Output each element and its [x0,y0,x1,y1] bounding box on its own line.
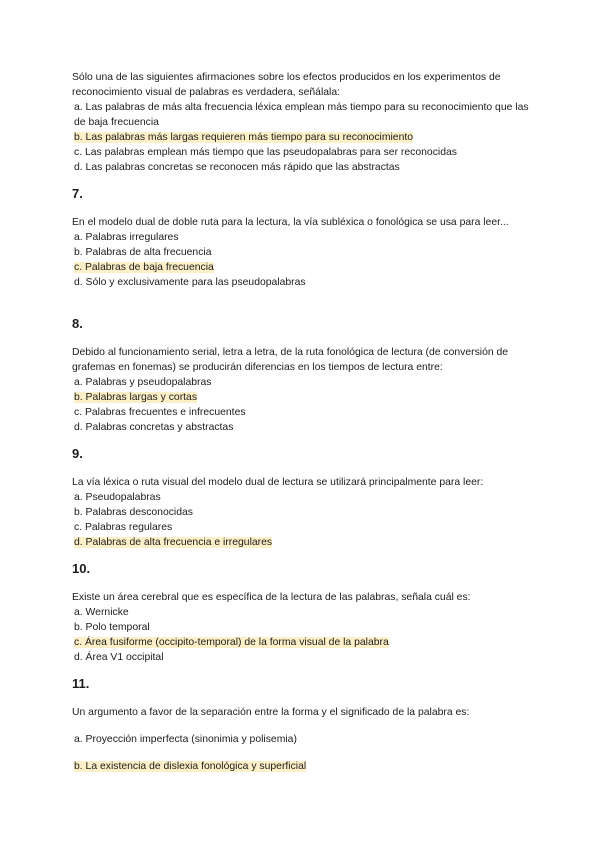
highlighted-answer: d. Palabras de alta frecuencia e irregulares [74,537,273,548]
option-c: c. Palabras frecuentes e infrecuentes [74,407,246,418]
option-d [72,535,542,550]
question-number-10: 10. [72,561,91,576]
highlighted-answer: b. Palabras largas y cortas [74,392,198,403]
question-10 [72,590,542,665]
question-text: En el modelo dual de doble ruta para la lectura, la vía subléxica o fonológica se usa para leer... [72,217,509,228]
question-9 [72,475,542,550]
option-b: b. Polo temporal [74,622,150,633]
option-c [72,635,542,650]
option-a: a. Palabras y pseudopalabras [74,377,212,388]
option-b: b. Palabras de alta frecuencia [74,247,212,258]
option-a: a. Wernicke [74,607,129,618]
option-a: a. Proyección imperfecta (sinonimia y polisemia) [74,734,297,745]
highlighted-answer: b. Las palabras más largas requieren más tiempo para su reconocimiento [74,132,414,143]
question-number-11: 11. [72,676,90,691]
question-text: Un argumento a favor de la separación entre la forma y el significado de la palabra es: [72,707,470,718]
option-d: d. Las palabras concretas se reconocen más rápido que las abstractas [74,162,400,173]
highlighted-answer: c. Palabras de baja frecuencia [74,262,214,273]
option-a: a. Palabras irregulares [74,232,179,243]
highlighted-answer: c. Área fusiforme (occipito-temporal) de la forma visual de la palabra [74,637,389,648]
option-c: c. Palabras regulares [74,522,173,533]
question-number-8: 8. [72,316,83,331]
option-d: d. Palabras concretas y abstractas [74,422,234,433]
option-b [72,390,542,405]
option-c: c. Las palabras emplean más tiempo que las pseudopalabras para ser reconocidas [74,147,457,158]
option-b [72,759,542,774]
question-text: Existe un área cerebral que es específica de la lectura de las palabras, señala cuál es: [72,592,471,603]
question-number-9: 9. [72,446,83,461]
option-d: d. Área V1 occipital [74,652,164,663]
option-b: b. Palabras desconocidas [74,507,193,518]
option-a: a. Las palabras de más alta frecuencia léxica emplean más tiempo para su reconocimiento que las de baja frecuencia [74,102,529,128]
option-b [72,130,542,145]
highlighted-answer: b. La existencia de dislexia fonológica y superficial [74,761,307,772]
question-8 [72,345,542,435]
question-text: Debido al funcionamiento serial, letra a letra, de la ruta fonológica de lectura (de conversión de grafemas en fonemas) se producirán diferencias en los tiempos de lectura entre: [72,347,509,373]
option-d: d. Sólo y exclusivamente para las pseudopalabras [74,277,306,288]
question-text: La vía léxica o ruta visual del modelo dual de lectura se utilizará principalmente para leer: [72,477,484,488]
question-text: Sólo una de las siguientes afirmaciones sobre los efectos producidos en los experimentos de reconocimiento visual de palabras es verdadera, señálala: [72,72,501,98]
option-a: a. Pseudopalabras [74,492,161,503]
question-6 [72,70,542,175]
option-c [72,260,542,275]
question-11 [72,705,542,774]
question-number-7: 7. [72,186,83,201]
question-7 [72,215,542,290]
